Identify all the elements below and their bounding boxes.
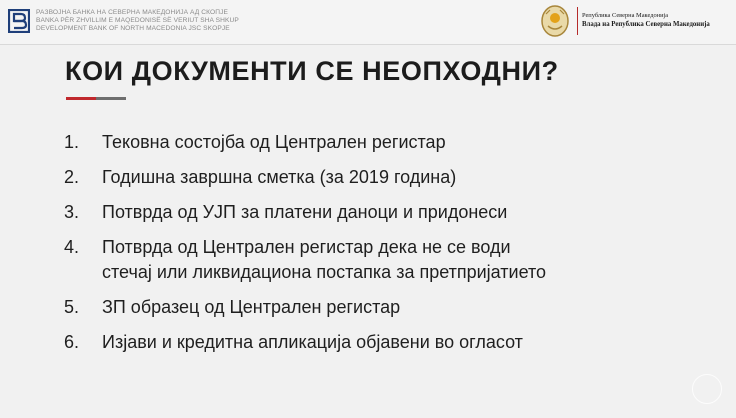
list-item-number: 2. bbox=[64, 167, 80, 187]
list-item bbox=[64, 130, 546, 155]
list-item-text: Потврда од Централен регистар дека не се води bbox=[102, 237, 511, 257]
dbnm-logo-icon bbox=[8, 9, 30, 33]
coat-of-arms-icon bbox=[540, 4, 570, 38]
gov-government-name: Влада на Република Северна Македонија bbox=[582, 21, 710, 28]
list-item bbox=[64, 200, 546, 225]
list-item bbox=[64, 295, 546, 320]
list-item-number: 6. bbox=[64, 332, 80, 352]
list-item-text: Изјави и кредитна апликација објавени во огласот bbox=[102, 332, 523, 352]
gov-text-block bbox=[582, 11, 710, 29]
list-item-number: 5. bbox=[64, 297, 80, 317]
bank-name-block bbox=[36, 9, 239, 33]
watermark-badge bbox=[692, 374, 722, 404]
list-item-text: ЗП образец од Централен регистар bbox=[102, 297, 401, 317]
title-accent-gray bbox=[96, 97, 126, 100]
header-bar bbox=[0, 0, 736, 45]
bank-name-sq: BANKA PËR ZHVILLIM E MAQEDONISË SË VERIUT SHA SHKUP bbox=[36, 17, 239, 24]
list-item-number: 1. bbox=[64, 132, 80, 152]
list-item-text: Тековна состојба од Централен регистар bbox=[102, 132, 446, 152]
list-item bbox=[64, 235, 546, 285]
page-title: КОИ ДОКУМЕНТИ СЕ НЕОПХОДНИ? bbox=[65, 56, 559, 86]
list-item-number: 4. bbox=[64, 237, 80, 257]
list-item-number: 3. bbox=[64, 202, 80, 222]
list-item-text: Годишна завршна сметка (за 2019 година) bbox=[102, 167, 457, 187]
title-accent-red bbox=[66, 97, 96, 100]
bank-name-mk: РАЗВОЈНА БАНКА НА СЕВЕРНА МАКЕДОНИЈА АД СКОПЈЕ bbox=[36, 9, 228, 16]
gov-divider bbox=[577, 7, 578, 35]
list-item bbox=[64, 165, 546, 190]
gov-country-name: Република Северна Македонија bbox=[582, 12, 669, 19]
list-item-text: стечај или ликвидациона постапка за претпријатието bbox=[102, 262, 547, 282]
bank-name-en: DEVELOPMENT BANK OF NORTH MACEDONIA JSC SKOPJE bbox=[36, 25, 230, 32]
list-item-text: Потврда од УЈП за платени даноци и придонеси bbox=[102, 202, 508, 222]
list-item bbox=[64, 330, 546, 355]
document-list bbox=[64, 130, 546, 365]
